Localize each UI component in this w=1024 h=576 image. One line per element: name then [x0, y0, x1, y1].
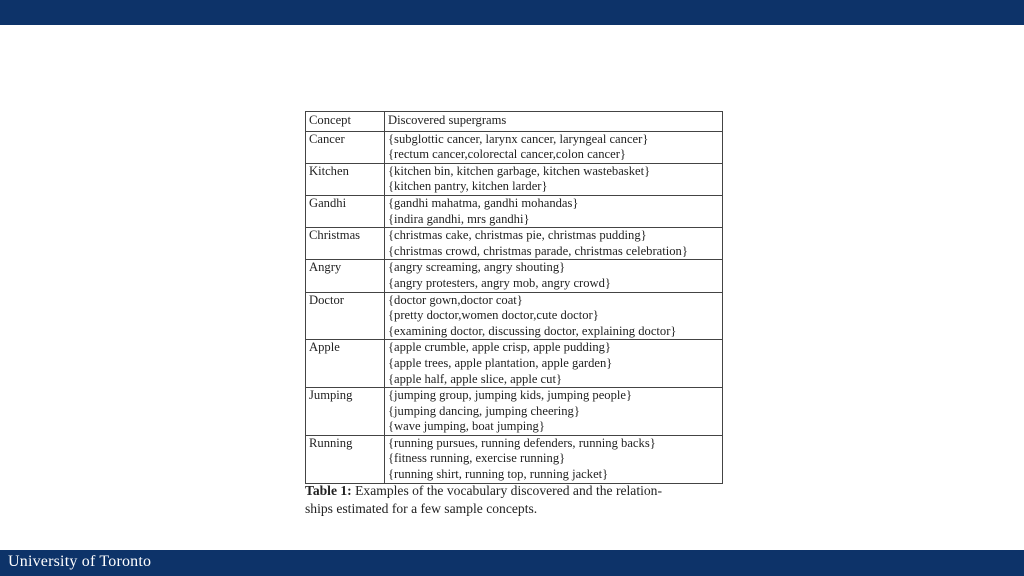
table-header-row: [306, 112, 723, 132]
table-row: [306, 163, 723, 195]
supergram-line: {apple half, apple slice, apple cut}: [388, 371, 562, 386]
top-banner: [0, 0, 1024, 25]
supergram-line: {angry screaming, angry shouting}: [388, 260, 566, 275]
supergrams-cell: [385, 131, 723, 163]
table-row: [306, 131, 723, 163]
supergram-line: {wave jumping, boat jumping}: [388, 419, 545, 434]
supergram-line: {examining doctor, discussing doctor, explaining doctor}: [388, 323, 677, 338]
caption-line-1: Examples of the vocabulary discovered and the relation-: [355, 483, 662, 498]
concept-cell: Doctor: [306, 292, 385, 340]
supergram-line: {angry protesters, angry mob, angry crowd}: [388, 275, 611, 290]
concept-cell: Apple: [306, 340, 385, 388]
caption-label: Table 1:: [305, 483, 352, 498]
supergrams-cell: [385, 292, 723, 340]
table-row: [306, 340, 723, 388]
supergram-line: {jumping dancing, jumping cheering}: [388, 403, 580, 418]
supergrams-cell: [385, 435, 723, 483]
concept-cell: Angry: [306, 260, 385, 292]
supergram-line: {apple crumble, apple crisp, apple pudding}: [388, 340, 611, 355]
table-row: [306, 292, 723, 340]
supergrams-cell: [385, 388, 723, 436]
supergram-line: {kitchen pantry, kitchen larder}: [388, 179, 548, 194]
supergram-line: {gandhi mahatma, gandhi mohandas}: [388, 195, 579, 210]
supergram-line: {kitchen bin, kitchen garbage, kitchen wastebasket}: [388, 163, 651, 178]
concept-cell: Cancer: [306, 131, 385, 163]
supergram-line: {jumping group, jumping kids, jumping people}: [388, 388, 633, 403]
concept-cell: Jumping: [306, 388, 385, 436]
concept-cell: Kitchen: [306, 163, 385, 195]
concept-cell: Running: [306, 435, 385, 483]
supergram-line: {christmas crowd, christmas parade, christmas celebration}: [388, 243, 688, 258]
table-row: [306, 195, 723, 227]
supergrams-cell: [385, 195, 723, 227]
concepts-table-container: [305, 111, 723, 484]
supergram-line: {subglottic cancer, larynx cancer, laryngeal cancer}: [388, 131, 649, 146]
supergram-line: {pretty doctor,women doctor,cute doctor}: [388, 308, 599, 323]
supergram-line: {rectum cancer,colorectal cancer,colon cancer}: [388, 147, 626, 162]
supergram-line: {apple trees, apple plantation, apple garden}: [388, 355, 613, 370]
supergram-line: {christmas cake, christmas pie, christmas pudding}: [388, 228, 647, 243]
supergram-line: {doctor gown,doctor coat}: [388, 292, 523, 307]
supergram-line: {running pursues, running defenders, running backs}: [388, 435, 656, 450]
supergram-line: {running shirt, running top, running jacket}: [388, 467, 609, 482]
footer-institution: University of Toronto: [8, 553, 152, 570]
table-row: [306, 260, 723, 292]
supergram-line: {indira gandhi, mrs gandhi}: [388, 211, 530, 226]
table-row: [306, 435, 723, 483]
header-concept: Concept: [306, 112, 385, 132]
supergrams-cell: [385, 340, 723, 388]
table-body: [306, 131, 723, 483]
supergrams-cell: [385, 228, 723, 260]
header-supergrams: Discovered supergrams: [385, 112, 723, 132]
table-row: [306, 228, 723, 260]
concept-cell: Gandhi: [306, 195, 385, 227]
table-row: [306, 388, 723, 436]
supergram-line: {fitness running, exercise running}: [388, 451, 566, 466]
caption-line-2: ships estimated for a few sample concepts.: [305, 501, 538, 516]
table-caption: [305, 482, 730, 518]
concept-cell: Christmas: [306, 228, 385, 260]
supergrams-cell: [385, 260, 723, 292]
concepts-table: [305, 111, 723, 484]
footer-banner: [0, 550, 1024, 576]
supergrams-cell: [385, 163, 723, 195]
